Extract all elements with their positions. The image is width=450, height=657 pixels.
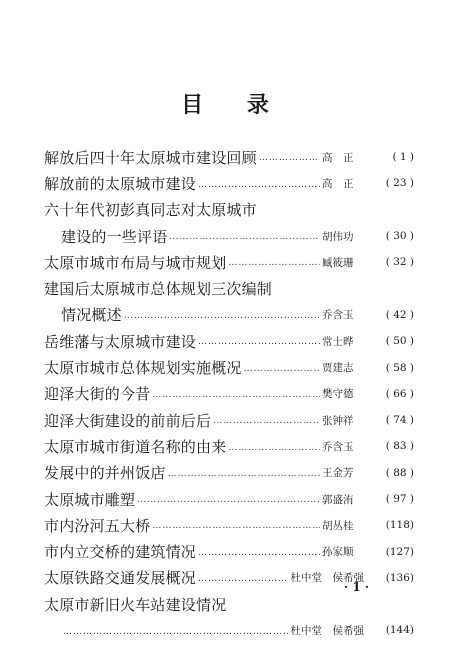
toc-leader-dots <box>124 312 320 328</box>
page-number: · 1 · <box>344 580 370 594</box>
toc-leader-dots <box>213 417 320 433</box>
toc-entry <box>44 591 414 617</box>
toc-entry-title: 太原市城市布局与城市规划 <box>44 253 227 272</box>
toc-leader-dots <box>152 391 320 407</box>
toc-entry-title: 太原铁路交通发展概况 <box>44 569 197 588</box>
toc-entry-title: 太原市城市街道名称的由来 <box>44 437 227 456</box>
toc-entry-title: 太原城市雕塑 <box>44 490 136 509</box>
toc-entry-page: (136) <box>385 571 414 584</box>
toc-entry-title: 情况概述 <box>61 306 122 325</box>
toc-entry-title: 解放前的太原城市建设 <box>44 174 197 193</box>
toc-entry-page: ( 32 ) <box>385 256 414 269</box>
toc-entry-title: 迎泽大街建设的前前后后 <box>44 411 212 430</box>
toc-entry <box>44 197 414 223</box>
toc-entry-author: 乔含玉 <box>322 309 354 322</box>
toc-leader-dots <box>198 181 320 197</box>
toc-entry-title: 建设的一些评语 <box>61 227 168 246</box>
toc-entry-page: ( 97 ) <box>385 493 414 505</box>
toc-leader-dots <box>228 444 320 460</box>
toc-leader-dots <box>137 496 320 512</box>
toc-entry <box>44 328 414 354</box>
toc-leader-dots <box>152 522 320 538</box>
toc-entry-author: 杜中堂 侯希强 <box>290 624 364 637</box>
toc-entry <box>44 170 414 196</box>
toc-entry-author: 杜中堂 侯希强 <box>290 572 364 585</box>
toc-leader-dots <box>259 154 320 170</box>
toc-entry-page: ( 83 ) <box>385 440 414 453</box>
toc-entry-page: ( 74 ) <box>385 414 414 427</box>
toc-entry-author: 樊守德 <box>322 388 354 401</box>
toc-leader-dots <box>198 338 320 354</box>
toc-leader-dots <box>168 470 320 486</box>
toc-entry <box>44 407 414 433</box>
toc-entry <box>44 512 414 538</box>
toc-entry-author: 王金芳 <box>322 467 354 480</box>
toc-entry-title: 市内汾河五大桥 <box>44 516 151 535</box>
toc-entry-title: 岳维藩与太原城市建设 <box>44 332 197 351</box>
toc-entry <box>44 354 414 380</box>
toc-entry <box>44 302 414 328</box>
toc-entry-page: ( 66 ) <box>385 387 414 400</box>
toc-leader-dots <box>198 575 288 591</box>
toc-entry-author: 张钟祥 <box>322 414 354 427</box>
toc-entry-page: ( 88 ) <box>385 466 414 479</box>
toc-entry <box>44 617 414 643</box>
toc-leader-dots <box>198 549 320 565</box>
toc-entry-title: 市内立交桥的建筑情况 <box>44 543 197 562</box>
toc-entry <box>44 144 414 170</box>
toc-entry-page: (118) <box>385 519 414 532</box>
toc-entry-author: 乔含玉 <box>322 440 354 453</box>
toc-leader-dots <box>228 259 320 275</box>
toc-entry-title: 发展中的并州饭店 <box>44 464 166 483</box>
toc-entry-author: 臧筱珊 <box>322 256 354 269</box>
page-title: 目 录 <box>181 92 287 118</box>
toc-entry-author: 常士晔 <box>322 335 354 348</box>
toc-leader-dots <box>63 628 289 644</box>
toc-entry-page: (127) <box>385 545 414 558</box>
toc-entry-author: 高 正 <box>322 177 354 190</box>
toc-entry <box>44 223 414 249</box>
toc-entry <box>44 275 414 301</box>
toc-entry-author: 郭盛洧 <box>322 493 354 506</box>
toc-entry-author: 孙家顺 <box>322 546 354 559</box>
toc-entry-author: 贾建志 <box>322 362 354 375</box>
toc-entry-title: 解放后四十年太原城市建设回顾 <box>44 148 257 167</box>
toc-entry <box>44 538 414 564</box>
toc-entry-title: 太原市新旧火车站建设情况 <box>44 595 227 614</box>
toc-entry-page: ( 23 ) <box>385 177 414 190</box>
toc-entry-author: 胡伟功 <box>322 230 354 243</box>
toc-entry-page: ( 1 ) <box>392 151 414 164</box>
toc-entry-page: ( 30 ) <box>385 230 414 243</box>
toc-entry-title: 建国后太原城市总体规划三次编制 <box>44 280 273 299</box>
toc-entry <box>44 486 414 512</box>
toc-entry <box>44 433 414 459</box>
toc-leader-dots <box>244 365 320 381</box>
table-of-contents <box>44 144 414 644</box>
toc-entry-page: ( 50 ) <box>385 335 414 348</box>
toc-entry-title: 迎泽大街的今昔 <box>44 385 151 404</box>
toc-entry <box>44 460 414 486</box>
toc-entry <box>44 381 414 407</box>
toc-leader-dots <box>169 233 320 249</box>
toc-entry-title: 太原市城市总体规划实施概况 <box>44 359 242 378</box>
toc-entry-author: 高 正 <box>322 151 354 164</box>
toc-entry <box>44 249 414 275</box>
toc-entry-title: 六十年代初彭真同志对太原城市 <box>44 201 257 220</box>
toc-entry-page: (144) <box>385 624 414 637</box>
toc-entry-page: ( 42 ) <box>385 308 414 321</box>
toc-entry-page: ( 58 ) <box>385 361 414 374</box>
toc-entry-author: 胡丛桂 <box>322 519 354 532</box>
